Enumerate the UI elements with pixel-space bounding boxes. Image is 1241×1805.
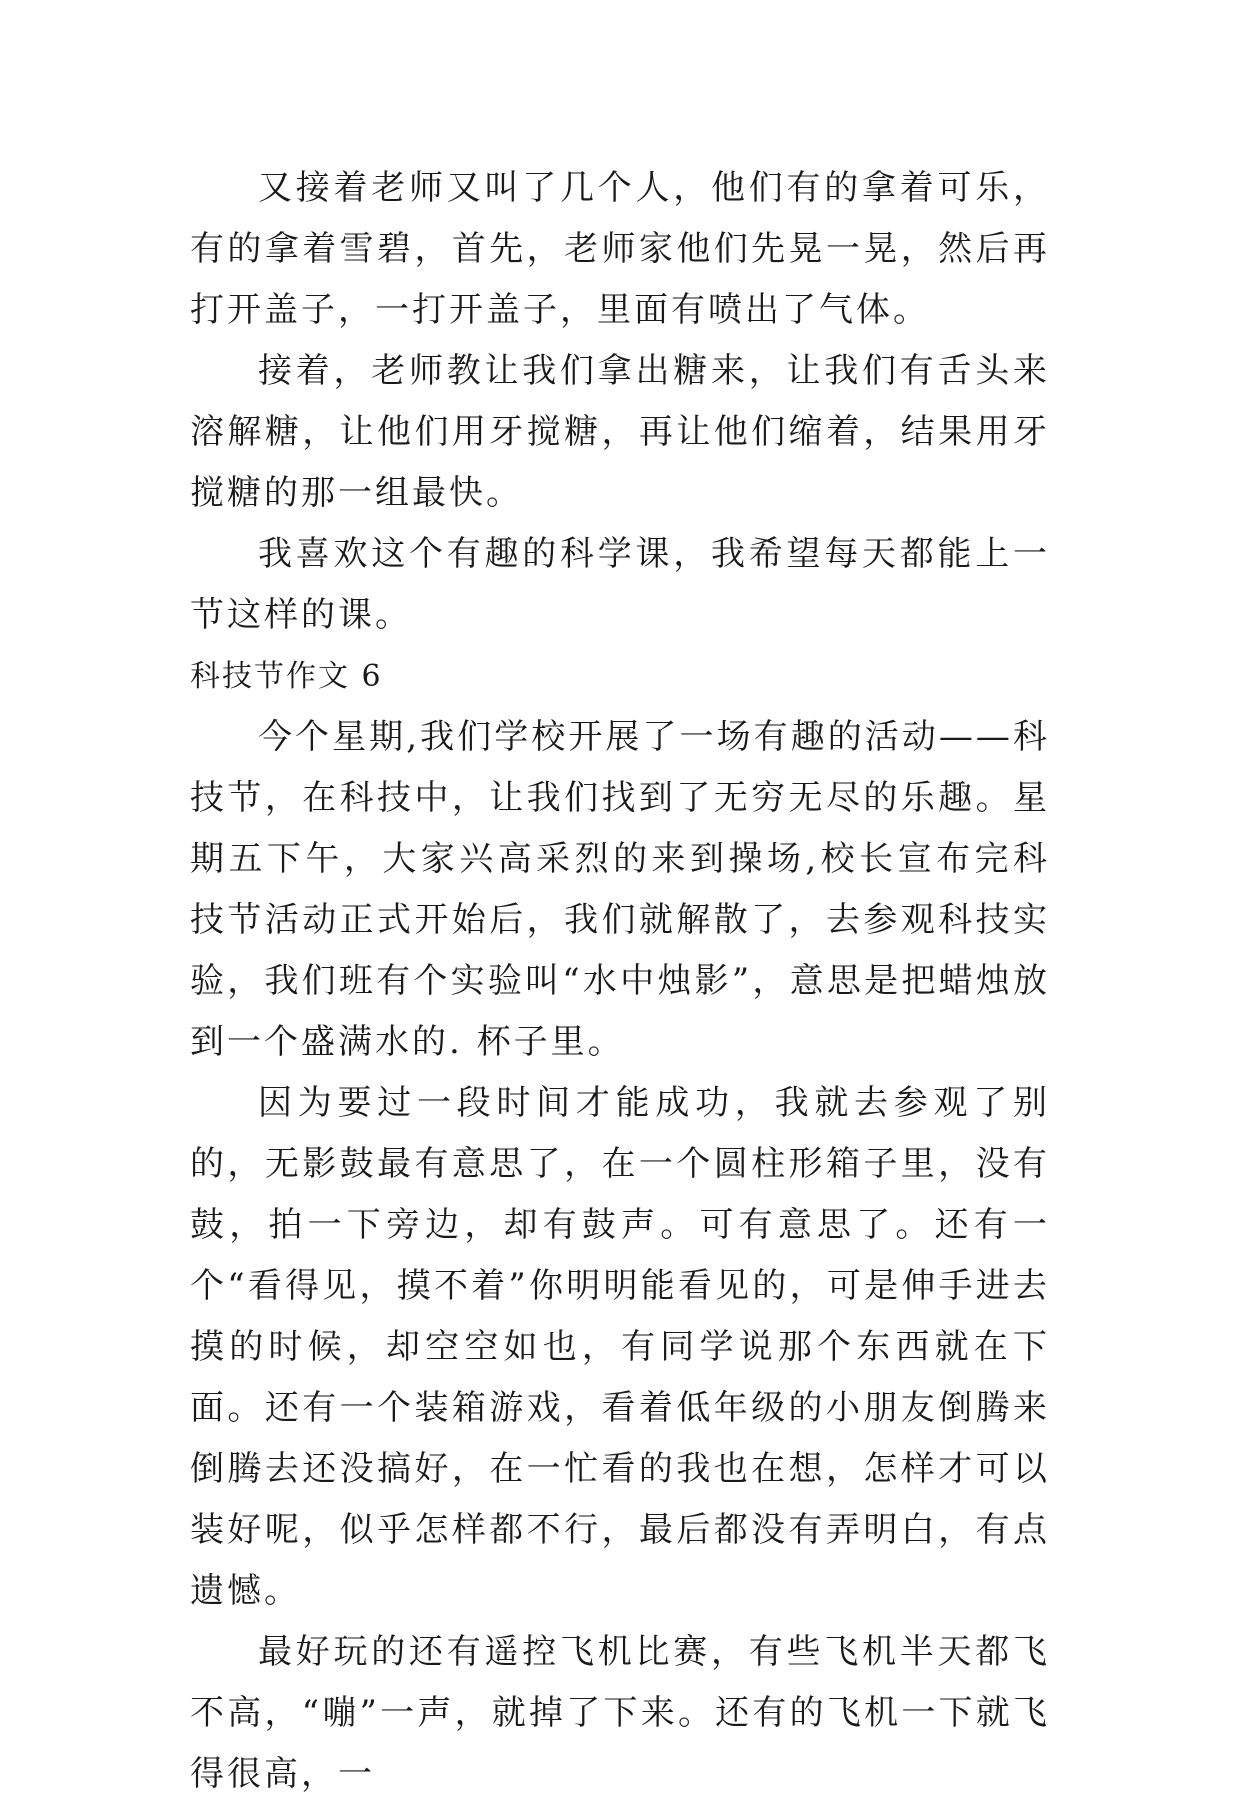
paragraph-1: 又接着老师又叫了几个人，他们有的拿着可乐，有的拿着雪碧，首先，老师家他们先晃一晃，然后再打开盖子，一打开盖子，里面有喷出了气体。 [190, 168, 1050, 330]
paragraph-3: 我喜欢这个有趣的科学课，我希望每天都能上一节这样的课。 [190, 534, 1050, 635]
paragraph-2: 接着，老师教让我们拿出糖来，让我们有舌头来溶解糖，让他们用牙搅糖，再让他们缩着，结果用牙搅糖的那一组最快。 [190, 351, 1050, 513]
section-heading: 科技节作文 6 [190, 659, 383, 694]
paragraph-5: 因为要过一段时间才能成功，我就去参观了别的，无影鼓最有意思了，在一个圆柱形箱子里，没有鼓，拍一下旁边，却有鼓声。可有意思了。还有一个“看得见，摸不着”你明明能看见的，可是伸手进去摸的时候，却空空如也，有同学说那个东西就在下面。还有一个装箱游戏，看着低年级的小朋友倒腾来倒腾去还没搞好，在一忙看的我也在想，怎样才可以装好呢，似乎怎样都不行，最后都没有弄明白，有点遗憾。 [190, 1083, 1050, 1611]
document-page [190, 158, 1050, 1805]
paragraph-6: 最好玩的还有遥控飞机比赛，有些飞机半天都飞不高，“嘣”一声，就掉了下来。还有的飞机一下就飞得很高，一 [190, 1632, 1050, 1794]
paragraph-4: 今个星期,我们学校开展了一场有趣的活动——科技节，在科技中，让我们找到了无穷无尽的乐趣。星期五下午，大家兴高采烈的来到操场,校长宣布完科技节活动正式开始后，我们就解散了，去参观科技实验，我们班有个实验叫“水中烛影”，意思是把蜡烛放到一个盛满水的. 杯子里。 [190, 717, 1050, 1062]
